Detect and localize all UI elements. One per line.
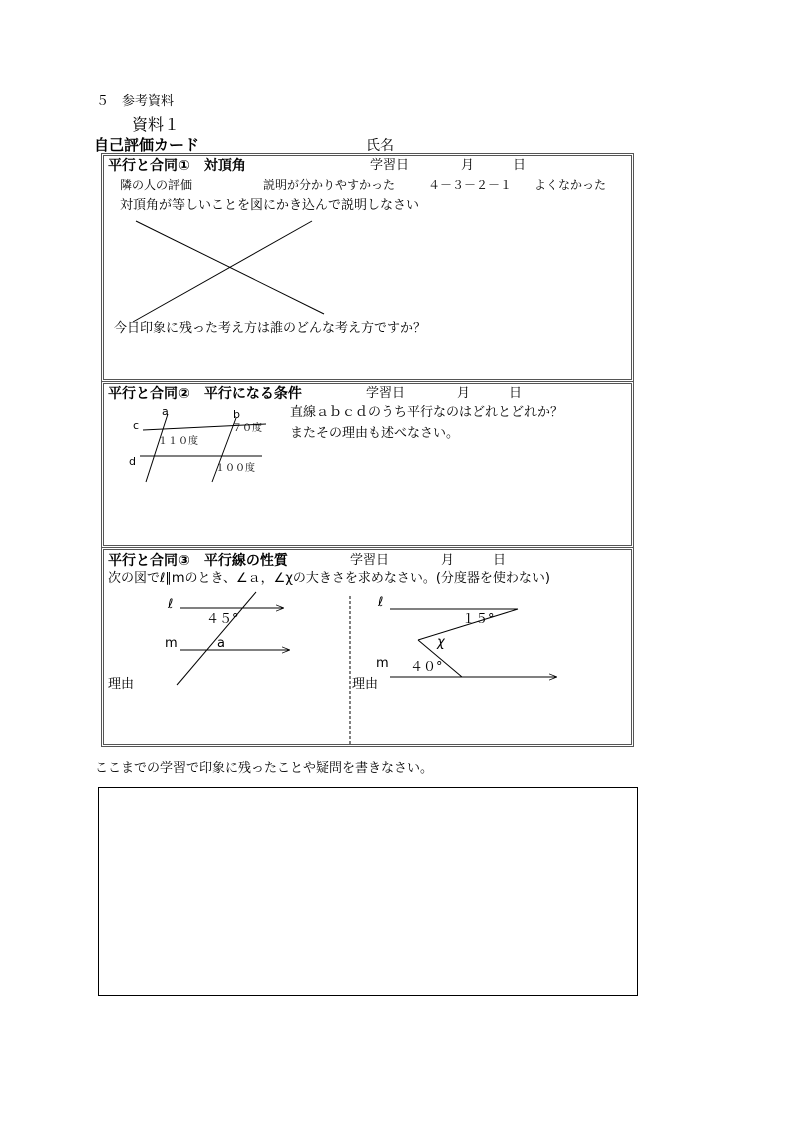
fig2-angle-100: １００度 bbox=[215, 463, 255, 474]
fig2-angle-110: １１０度 bbox=[158, 436, 198, 447]
fig3-right-angle-40: ４０° bbox=[410, 660, 443, 675]
fig3-left-m-label: m bbox=[165, 636, 178, 651]
peer-eval-scale-end: よくなかった bbox=[534, 178, 607, 192]
footer-prompt: ここまでの学習で印象に残ったことや疑問を書きなさい。 bbox=[95, 761, 434, 776]
material-title: 資料１ bbox=[132, 115, 181, 134]
free-writing-box[interactable] bbox=[98, 787, 638, 996]
section1-prompt: 対頂角が等しいことを図にかき込んで説明しなさい bbox=[120, 198, 420, 213]
fig3-right-x-label: χ bbox=[437, 635, 445, 650]
fig3-left-angle: ４５° bbox=[206, 612, 239, 627]
name-label: 氏名 bbox=[366, 138, 394, 154]
fig3-right-m-label: m bbox=[376, 656, 389, 671]
fig2-label-c: c bbox=[133, 419, 140, 432]
peer-eval-label: 隣の人の評価 bbox=[120, 178, 193, 192]
peer-eval-scale: ４－３－２－１ bbox=[428, 178, 513, 192]
section-number: ５ 参考資料 bbox=[96, 94, 175, 109]
section2-question-line1: 直線ａｂｃｄのうち平行なのはどれとどれか？ bbox=[290, 405, 564, 420]
section2-date: 学習日 月 日 bbox=[366, 386, 523, 401]
fig3-left-a-label: a bbox=[217, 636, 225, 651]
reason-left-label: 理由 bbox=[108, 677, 135, 692]
fig3-left-l-label: ℓ bbox=[168, 597, 174, 612]
section3-date: 学習日 月 日 bbox=[350, 553, 507, 568]
fig3-right-angle-15: １５° bbox=[462, 612, 495, 627]
section2-title: 平行と合同② 平行になる条件 bbox=[108, 386, 302, 402]
section3-prompt: 次の図でℓ∥mのとき、∠ａ，∠χの大きさを求めなさい。(分度器を使わない) bbox=[108, 571, 550, 586]
fig2-angle-70: ７０度 bbox=[232, 423, 262, 434]
card-title: 自己評価カード bbox=[94, 136, 200, 154]
section2-question-line2: またその理由も述べなさい。 bbox=[290, 426, 460, 441]
peer-eval-criteria: 説明が分かりやすかった bbox=[263, 178, 396, 192]
reason-right-label: 理由 bbox=[352, 677, 379, 692]
fig2-label-d: d bbox=[129, 455, 136, 468]
fig2-label-b: b bbox=[233, 408, 240, 421]
fig3-right-l-label: ℓ bbox=[378, 595, 384, 610]
fig2-label-a: a bbox=[162, 405, 169, 418]
section1-date: 学習日 月 日 bbox=[370, 158, 527, 173]
section1-question: 今日印象に残った考え方は誰のどんな考え方ですか？ bbox=[114, 321, 427, 336]
section1-title: 平行と合同① 対頂角 bbox=[108, 158, 246, 174]
section3-title: 平行と合同③ 平行線の性質 bbox=[108, 553, 288, 569]
